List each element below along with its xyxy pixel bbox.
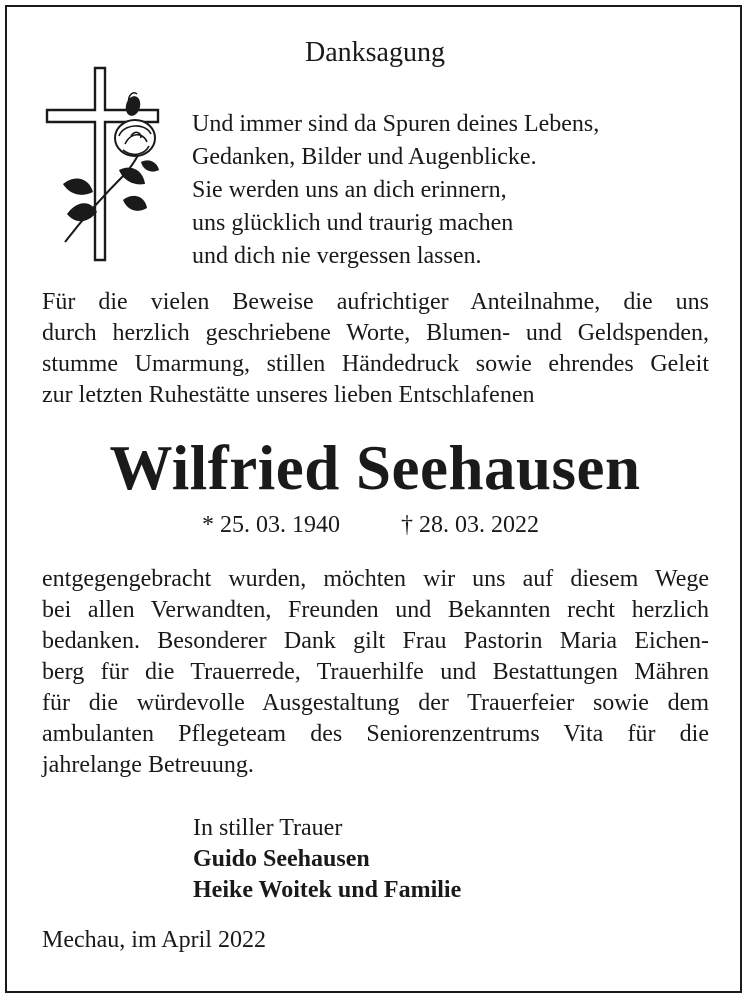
- intro-line: Für die vielen Beweise aufrichtiger Anteilnahme, die uns: [42, 289, 709, 315]
- poem: [192, 108, 599, 273]
- intro-line: zur letzten Ruhestätte unseres lieben Entschlafenen: [42, 382, 535, 408]
- body-paragraph: [42, 564, 709, 781]
- cross-with-rose-icon: [45, 66, 170, 262]
- place-date: Mechau, im April 2022: [42, 927, 266, 953]
- death-date: † 28. 03. 2022: [401, 512, 539, 538]
- body-line: bedanken. Besonderer Dank gilt Frau Pastorin Maria Eichen-: [42, 628, 709, 654]
- mourner-name: Heike Woitek und Familie: [193, 877, 462, 903]
- body-line: jahrelange Betreuung.: [42, 752, 254, 778]
- poem-line: uns glücklich und traurig machen: [192, 210, 514, 236]
- body-line: entgegengebracht wurden, möchten wir uns auf diesem Wege: [42, 566, 709, 592]
- intro-line: stumme Umarmung, stillen Händedruck sowie ehrendes Geleit: [42, 351, 709, 377]
- body-line: ambulanten Pflegeteam des Seniorenzentrums Vita für die: [42, 721, 709, 747]
- signature-block: [193, 813, 461, 906]
- mourner-name: Guido Seehausen: [193, 846, 370, 872]
- mourning-intro: In stiller Trauer: [193, 815, 343, 841]
- body-line: für die würdevolle Ausgestaltung der Trauerfeier sowie dem: [42, 690, 709, 716]
- poem-line: und dich nie vergessen lassen.: [192, 243, 482, 269]
- body-line: bei allen Verwandten, Freunden und Bekannten recht herzlich: [42, 597, 709, 623]
- body-line: berg für die Trauerrede, Trauerhilfe und Bestattungen Mähren: [42, 659, 709, 685]
- intro-paragraph: [42, 287, 709, 411]
- intro-line: durch herzlich geschriebene Worte, Blumen- und Geldspenden,: [42, 320, 709, 346]
- poem-line: Sie werden uns an dich erinnern,: [192, 177, 507, 203]
- notice-heading: Danksagung: [305, 37, 445, 68]
- birth-date: * 25. 03. 1940: [202, 512, 340, 538]
- deceased-name: Wilfried Seehausen: [109, 433, 641, 503]
- poem-line: Gedanken, Bilder und Augenblicke.: [192, 144, 537, 170]
- poem-line: Und immer sind da Spuren deines Lebens,: [192, 111, 600, 137]
